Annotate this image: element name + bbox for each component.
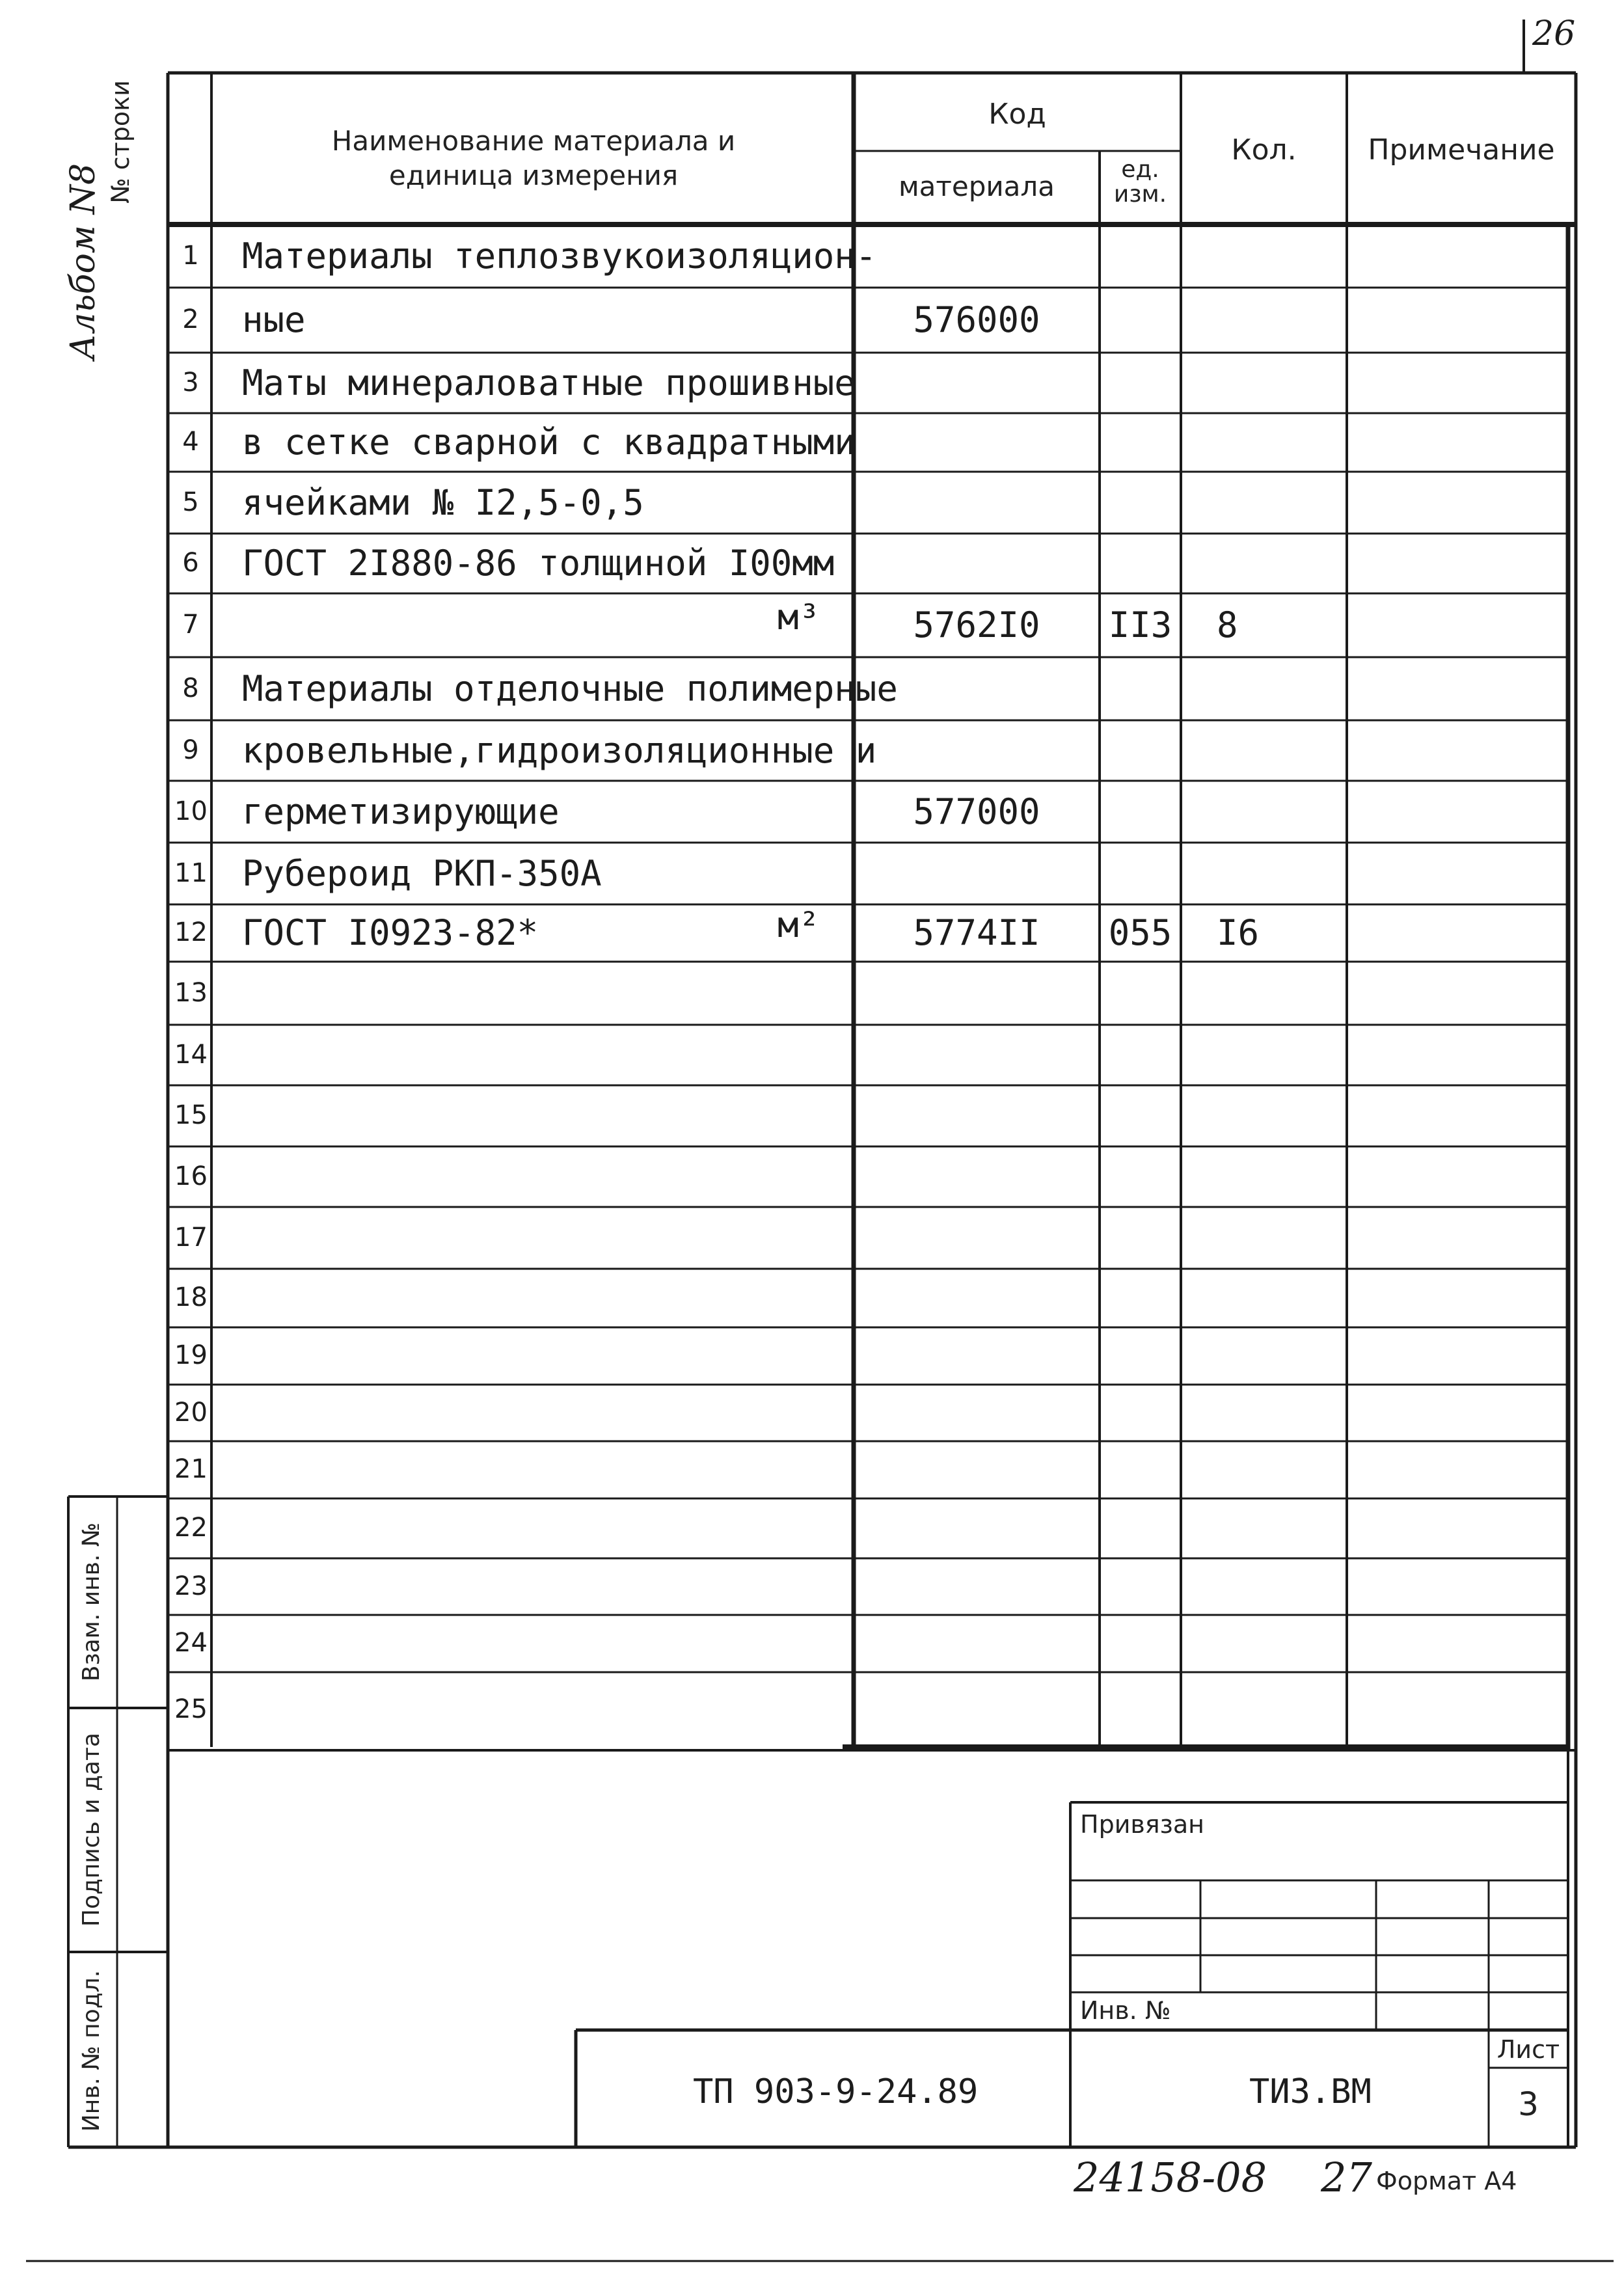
- row-number: 2: [182, 305, 199, 334]
- footer-handwritten-page: 27: [1321, 2154, 1372, 2201]
- row-number: 15: [174, 1100, 208, 1130]
- row-number: 16: [174, 1161, 208, 1191]
- title-inv-no: Инв. №: [1080, 1996, 1171, 2025]
- row-name: Материалы теплозвукоизоляцион-: [242, 235, 877, 277]
- header-note: Примечание: [1368, 133, 1555, 167]
- row-name: ные: [242, 299, 306, 340]
- footer-handwritten-number: 24158-08: [1074, 2154, 1267, 2201]
- row-number: 20: [174, 1397, 208, 1428]
- header-code: Код: [988, 98, 1046, 131]
- row-name: кровельные,гидроизоляционные и: [242, 729, 877, 771]
- row-unit: м²: [778, 904, 820, 945]
- row-material-code: 577000: [913, 791, 1040, 832]
- header-code-unit-line2: изм.: [1113, 181, 1167, 208]
- stamp-podpis-data: Подпись и дата: [78, 1732, 105, 1927]
- header-code-unit-line1: ед.: [1121, 156, 1159, 183]
- title-sheet-no: 3: [1518, 2085, 1539, 2123]
- header-name-line1: Наименование материала и: [331, 125, 736, 157]
- row-number: 7: [182, 610, 199, 640]
- row-number: 13: [174, 977, 208, 1008]
- row-number: 23: [174, 1571, 208, 1601]
- row-number: 8: [182, 673, 199, 703]
- title-privyazan: Привязан: [1080, 1810, 1204, 1839]
- row-number: 14: [174, 1039, 208, 1070]
- row-number: 19: [174, 1340, 208, 1370]
- album-label: Альбом N8: [64, 163, 103, 360]
- row-number: 18: [174, 1282, 208, 1312]
- row-number: 21: [174, 1454, 208, 1484]
- row-name: Материалы отделочные полимерные: [242, 668, 898, 709]
- row-number: 25: [174, 1694, 208, 1724]
- row-number: 10: [174, 796, 208, 826]
- row-number: 3: [182, 367, 199, 398]
- sheet-corner-number: 26: [1532, 14, 1576, 53]
- row-number: 6: [182, 548, 199, 578]
- row-number: 5: [182, 487, 199, 517]
- footer-format: Формат А4: [1376, 2167, 1517, 2195]
- row-name: герметизирующие: [242, 791, 560, 832]
- row-number: 22: [174, 1513, 208, 1543]
- row-number: 12: [174, 917, 208, 947]
- row-qty: 8: [1217, 604, 1238, 645]
- row-number: 1: [182, 240, 199, 271]
- row-material-code: 5762I0: [913, 604, 1040, 645]
- title-doc-section: ТИЗ.ВМ: [1249, 2072, 1372, 2111]
- stamp-inv-podl: Инв. № подл.: [78, 1970, 105, 2132]
- row-unit: м³: [778, 597, 820, 638]
- row-number: 4: [182, 427, 199, 457]
- row-qty: I6: [1217, 912, 1260, 953]
- row-unit-code: 055: [1108, 912, 1172, 953]
- row-name: в сетке сварной с квадратными: [242, 422, 856, 463]
- header-row-no: № строки: [106, 80, 135, 204]
- title-doc-code: ТП 903-9-24.89: [693, 2072, 979, 2111]
- row-number: 9: [182, 735, 199, 765]
- row-number: 24: [174, 1628, 208, 1658]
- row-material-code: 5774II: [913, 912, 1040, 953]
- row-number: 17: [174, 1222, 208, 1253]
- row-name: ГОСТ I0923-82*: [242, 912, 539, 953]
- header-qty: Кол.: [1231, 133, 1297, 167]
- row-name: Рубероид РКП-350А: [242, 852, 602, 894]
- row-unit-code: II3: [1108, 604, 1172, 645]
- title-sheet-label: Лист: [1496, 2035, 1560, 2064]
- row-number: 11: [174, 858, 208, 888]
- row-name: ГОСТ 2I880-86 толщиной I00мм: [242, 543, 835, 584]
- header-code-material: материала: [898, 170, 1055, 202]
- header-name-line2: единица измерения: [388, 159, 679, 191]
- row-name: ячейками № I2,5-0,5: [242, 481, 644, 523]
- row-name: Маты минераловатные прошивные: [242, 362, 856, 403]
- stamp-vzam-inv: Взам. инв. №: [78, 1522, 105, 1682]
- row-material-code: 576000: [913, 299, 1040, 340]
